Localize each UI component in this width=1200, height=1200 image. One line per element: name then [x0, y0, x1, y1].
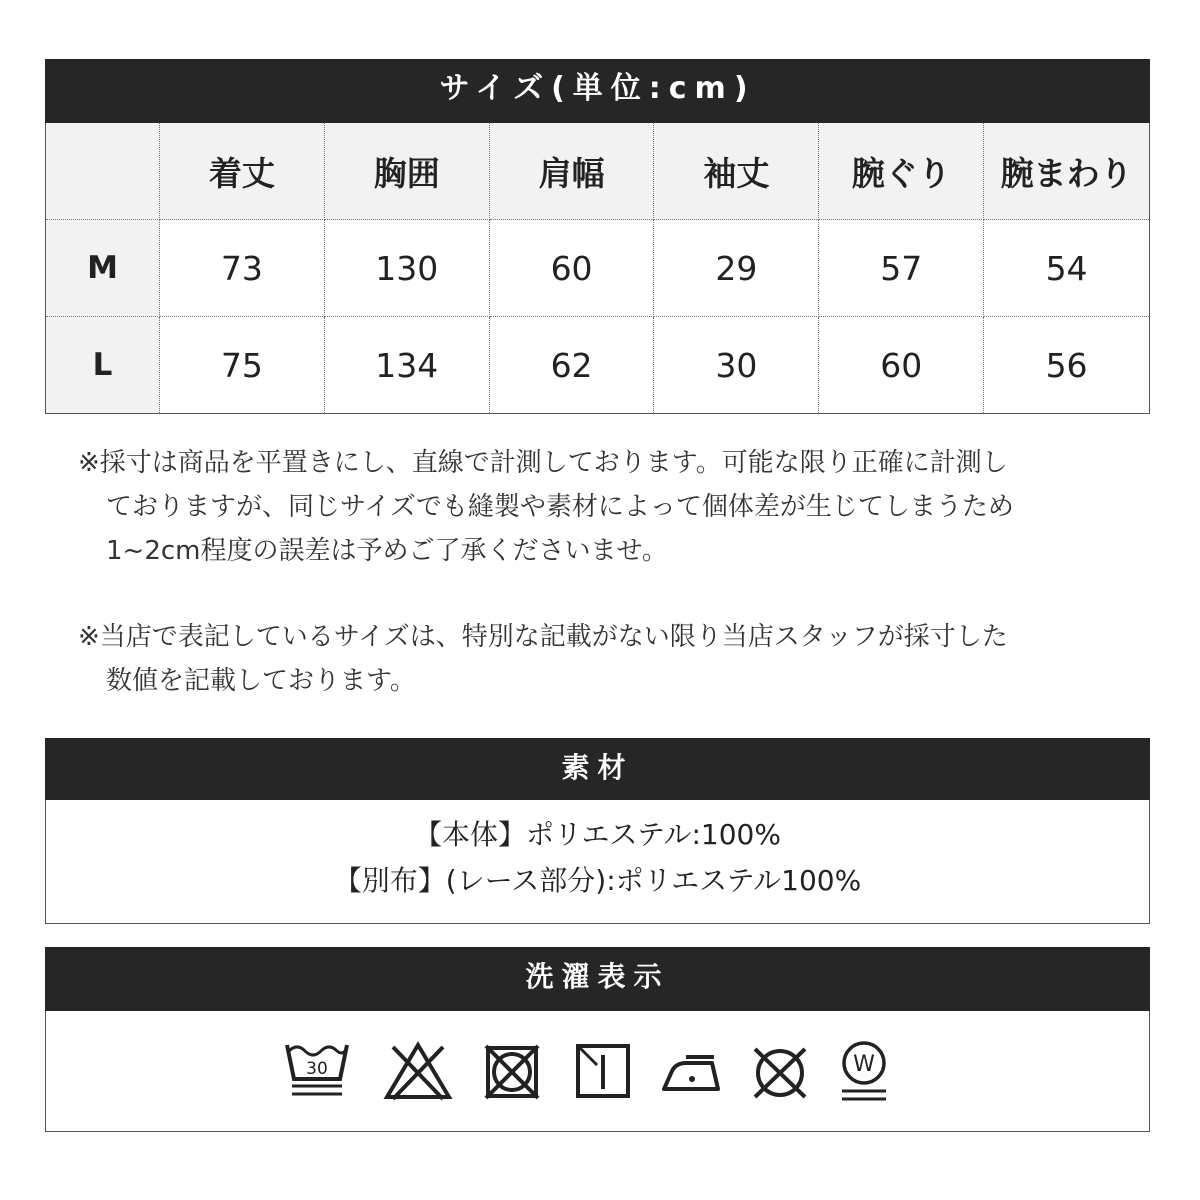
table-cell: 60 — [490, 220, 655, 317]
column-header-sleeve: 袖丈 — [654, 123, 819, 220]
care-symbols-box — [45, 1011, 1150, 1132]
iron-low-icon — [660, 1049, 726, 1099]
note-line: 1~2cm程度の誤差は予めご了承くださいませ。 — [106, 536, 668, 566]
no-dry-clean-icon — [749, 1043, 811, 1103]
column-header-arm-circumference: 腕まわり — [984, 123, 1149, 220]
size-table — [45, 123, 1150, 414]
no-bleach-icon — [383, 1041, 453, 1103]
table-corner-cell — [46, 123, 160, 220]
column-header-length: 着丈 — [160, 123, 325, 220]
table-cell: 30 — [654, 317, 819, 413]
size-section-title: サイズ(単位:cm) — [45, 59, 1150, 123]
wash-temperature-label: 30 — [306, 1059, 328, 1079]
material-section-title: 素材 — [45, 738, 1150, 800]
table-cell: 54 — [984, 220, 1149, 317]
column-header-chest: 胸囲 — [325, 123, 490, 220]
table-cell: 29 — [654, 220, 819, 317]
size-source-note — [78, 615, 1078, 703]
row-header-m: M — [46, 220, 160, 317]
note-line: 数値を記載しております。 — [106, 666, 416, 696]
table-cell: 57 — [819, 220, 984, 317]
table-cell: 56 — [1045, 345, 1088, 385]
care-section-title: 洗濯表示 — [45, 947, 1150, 1011]
note-line: ておりますが、同じサイズでも縫製や素材によって個体差が生じてしまうため — [106, 492, 1014, 522]
column-header-shoulder: 肩幅 — [490, 123, 655, 220]
row-header-l: L — [46, 317, 160, 413]
note-line: ※採寸は商品を平置きにし、直線で計測しております。可能な限り正確に計測し — [78, 448, 1008, 478]
table-cell: 60 — [819, 317, 984, 413]
wet-clean-gentle-icon — [836, 1039, 892, 1103]
table-cell: 73 — [160, 220, 325, 317]
material-line-lace: 【別布】(レース部分):ポリエステル100% — [333, 864, 862, 897]
wash-30-gentle-icon — [284, 1039, 350, 1101]
note-line: ※当店で表記しているサイズは、特別な記載がない限り当店スタッフが採寸した — [78, 622, 1008, 652]
column-header-armhole: 腕ぐり — [819, 123, 984, 220]
line-dry-shade-icon — [575, 1043, 631, 1099]
wet-clean-letter: W — [853, 1052, 875, 1077]
table-cell: 75 — [160, 317, 325, 413]
table-cell: 134 — [325, 317, 490, 413]
no-tumble-dry-icon — [483, 1043, 541, 1101]
table-cell: 62 — [490, 317, 655, 413]
table-cell: 130 — [325, 220, 490, 317]
measurement-note — [78, 441, 1078, 573]
material-box — [45, 800, 1150, 924]
material-line-main: 【本体】ポリエステル:100% — [414, 818, 781, 851]
